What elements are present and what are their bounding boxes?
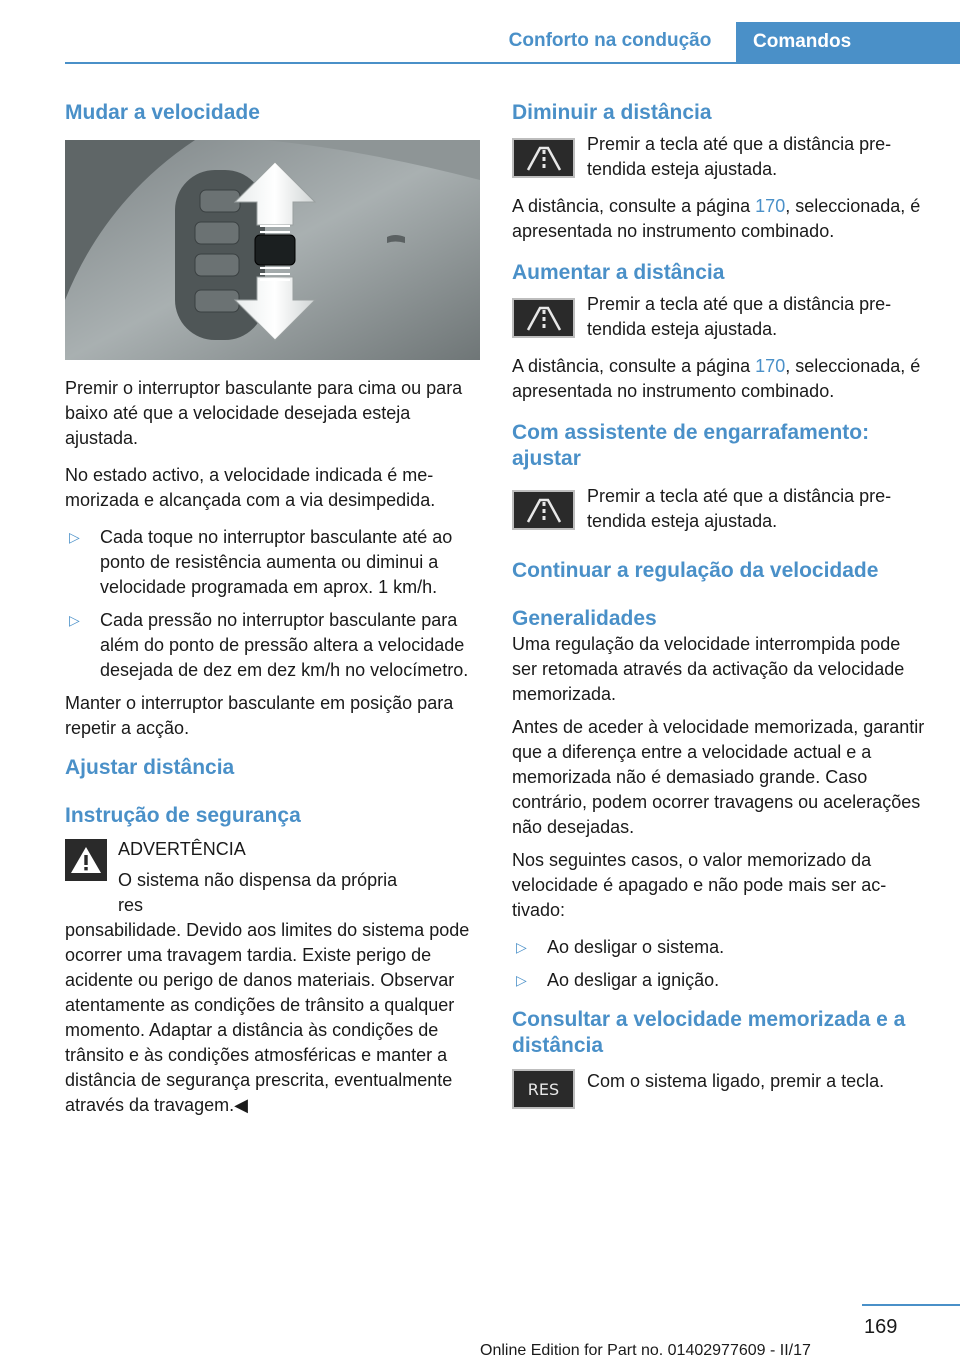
header-section-title: Conforto na condução xyxy=(508,30,712,51)
triangle-right-icon: ▷ xyxy=(516,972,527,988)
bullet-list xyxy=(512,935,927,993)
steering-wheel-photo xyxy=(65,140,480,360)
left-column xyxy=(65,100,480,1118)
warning-text: ponsabilidade. Devido aos limites do sistema pode ocorrer uma travagem tardia. Existe perigo de acidente ou perigo de danos materiais. Observar atentamente as condições de trânsito a qualquer momento. Adaptar a distância às condições de trânsito e às condições atmosféricas e manter a distância de segurança prescrita, eventualmente através da travagem.◀ xyxy=(65,920,470,1115)
triangle-right-icon: ▷ xyxy=(69,529,80,545)
consultar-text: Com o sistema ligado, premir a tecla. xyxy=(587,1071,885,1091)
page-link[interactable]: 170 xyxy=(755,356,786,376)
generalidades-p1: Uma regulação da velocidade interrompida pode ser retomada através da activação da velocidade memorizada. xyxy=(512,634,905,704)
footer-edition: Online Edition for Part no. 01402977609 - II/17 xyxy=(480,1342,811,1359)
distance-key-icon xyxy=(512,298,575,338)
warning-block xyxy=(65,837,480,918)
diminuir-text: Premir a tecla até que a distância pretendida esteja ajustada. xyxy=(587,134,892,179)
heading-consultar-velocidade: Consultar a velocidade memorizada e a distância xyxy=(512,1008,906,1057)
heading-ajustar-distancia: Ajustar distância xyxy=(65,756,235,779)
key-row-res xyxy=(512,1069,927,1109)
footer-rule xyxy=(862,1304,960,1306)
generalidades-p3: Nos seguintes casos, o valor memorizado da velocidade é apagado e não pode mais ser activado: xyxy=(512,850,887,920)
warning-text-first: O sistema não dispensa da própria res xyxy=(118,870,398,915)
right-column xyxy=(512,100,927,1109)
warning-icon xyxy=(65,839,107,881)
triangle-right-icon: ▷ xyxy=(69,612,80,628)
res-key-icon: RES xyxy=(512,1069,575,1109)
list-item: ▷ Ao desligar a ignição. xyxy=(512,968,927,993)
page-number: 169 xyxy=(864,1316,898,1338)
triangle-right-icon: ▷ xyxy=(516,939,527,955)
page-link[interactable]: 170 xyxy=(755,196,786,216)
list-item: ▷ Cada toque no interruptor basculante até ao ponto de resistência aumenta ou diminui a velocidade programada em aprox. 1 km/h. xyxy=(69,527,453,597)
heading-instrucao-seguranca: Instrução de segurança xyxy=(65,804,301,827)
distance-key-icon xyxy=(512,138,575,178)
header-chapter-tab: Comandos xyxy=(736,22,960,64)
distance-reference-2: A distância, consulte a página 170, seleccionada, é apresentada no instrumento combinado. xyxy=(512,356,921,401)
generalidades-p2: Antes de aceder à velocidade memorizada, garantir que a diferença entre a velocidade actual e a memorizada não é demasiado grande. Caso contrário, podem ocorrer travagens ou acelerações não desejadas. xyxy=(512,717,925,837)
heading-diminuir-distancia: Diminuir a distância xyxy=(512,101,712,124)
heading-mudar-velocidade: Mudar a velocidade xyxy=(65,101,260,124)
heading-continuar-regulacao: Continuar a regulação da velocidade xyxy=(512,559,879,582)
heading-generalidades: Generalidades xyxy=(512,607,657,630)
paragraph-2: No estado activo, a velocidade indicada é memorizada e alcançada com a via desimpedida. xyxy=(65,465,436,510)
warning-title: ADVERTÊNCIA xyxy=(118,839,246,859)
list-item: ▷ Ao desligar o sistema. xyxy=(512,935,927,960)
heading-aumentar-distancia: Aumentar a distância xyxy=(512,261,725,284)
paragraph-1: Premir o interruptor basculante para cima ou para baixo até que a velocidade desejada esteja ajustada. xyxy=(65,378,463,448)
key-row-aumentar xyxy=(512,292,927,342)
heading-assistente-engarrafamento: Com assistente de engarrafamento: ajustar xyxy=(512,421,870,470)
key-row-assistente xyxy=(512,484,927,534)
header-rule xyxy=(65,62,960,64)
key-row-diminuir xyxy=(512,132,927,182)
paragraph-3: Manter o interruptor basculante em posição para repetir a acção. xyxy=(65,693,454,738)
distance-key-icon xyxy=(512,490,575,530)
aumentar-text: Premir a tecla até que a distância pretendida esteja ajustada. xyxy=(587,294,892,339)
assistente-text: Premir a tecla até que a distância pretendida esteja ajustada. xyxy=(587,486,892,531)
list-item: ▷ Cada pressão no interruptor basculante para além do ponto de pressão altera a velocidade desejada de dez em dez km/h no velocímetro. xyxy=(69,610,469,680)
distance-reference-1: A distância, consulte a página 170, seleccionada, é apresentada no instrumento combinado. xyxy=(512,196,921,241)
bullet-list xyxy=(65,525,480,683)
